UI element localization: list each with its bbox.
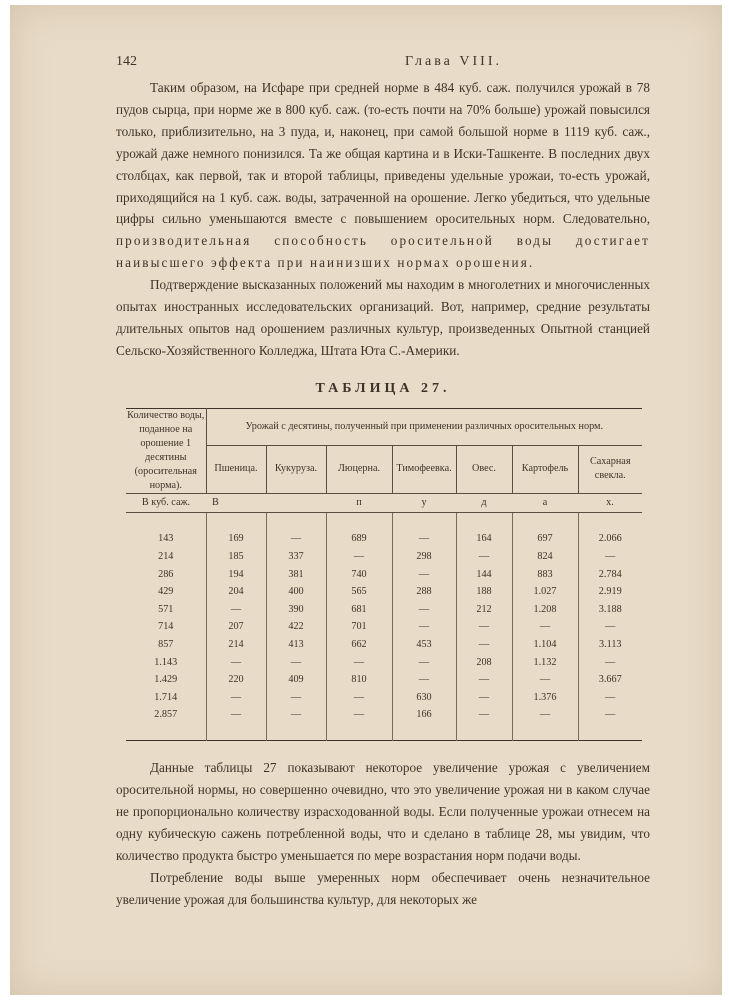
table-cell: 1.027 (512, 583, 578, 601)
table-cell: 298 (392, 548, 456, 566)
unit-letter: д (456, 493, 512, 512)
table-cell: 429 (158, 586, 174, 598)
table-cell: — (326, 654, 392, 672)
table-row (126, 636, 642, 654)
table-cell: 662 (326, 636, 392, 654)
table-cell: 286 (158, 568, 174, 580)
table-cell: 681 (326, 601, 392, 619)
table-cell: 1.132 (512, 654, 578, 672)
table-cell: — (456, 671, 512, 689)
table-cell: — (512, 619, 578, 637)
column-header: Тимофеевка. (392, 446, 456, 494)
table-cell: 194 (206, 566, 266, 584)
paragraph-3: Данные таблицы 27 показывают некоторое увеличение урожая с увеличением оросительной нормы, но совершенно очевидно, что это увеличение урожая ни в каком случае не пропорционально количеству израсходованной воды. Если полученные урожаи отнесем на одну кубическую сажень потребленной воды, что и сделано в таблице 28, мы увидим, что количество продукта быстро уменьшается по мере возрастания норм подачи воды. (116, 760, 650, 863)
table-cell: 3.667 (578, 671, 642, 689)
table-cell: — (456, 707, 512, 741)
table-cell: 413 (266, 636, 326, 654)
table-cell: — (392, 619, 456, 637)
table-cell: 1.143 (154, 656, 178, 668)
unit-letter: у (392, 493, 456, 512)
column-header: Сахарная свекла. (578, 446, 642, 494)
table-cell: 1.104 (512, 636, 578, 654)
table-row (126, 531, 642, 549)
column-header: Пшеница. (206, 446, 266, 494)
group-header: Урожай с десятины, полученный при применении различных оросительных норм. (206, 408, 642, 445)
table-row (126, 654, 642, 672)
table-cell: — (578, 548, 642, 566)
table-cell: 1.429 (154, 674, 178, 686)
table-cell: 164 (456, 531, 512, 549)
table-cell: 185 (206, 548, 266, 566)
table-cell: — (578, 689, 642, 707)
table-cell: 409 (266, 671, 326, 689)
page-content (116, 51, 650, 911)
table-cell: — (578, 654, 642, 672)
table-cell: — (326, 707, 392, 741)
table-cell: 144 (456, 566, 512, 584)
table-cell: — (266, 707, 326, 741)
table-cell: — (512, 707, 578, 741)
table-cell: 208 (456, 654, 512, 672)
table-cell: 3.188 (578, 601, 642, 619)
table-cell: — (266, 689, 326, 707)
table-cell: 2.784 (578, 566, 642, 584)
table-row (126, 671, 642, 689)
table-row (126, 707, 642, 741)
table-cell: — (392, 601, 456, 619)
table-cell: — (512, 671, 578, 689)
paragraph-2: Подтверждение высказанных положений мы находим в многолетних и многочисленных опытах иностранных исследовательских организаций. Вот, например, средние результаты длительных опытов над орошением различных культур, произведенных Опытной станцией Сельско-Хозяйственного Колледжа, Штата Юта С.-Америки. (116, 277, 650, 358)
table-cell: — (578, 707, 642, 741)
table-row (126, 689, 642, 707)
table-cell: 214 (158, 551, 174, 563)
table-cell: 2.857 (154, 709, 178, 721)
table-cell: — (392, 654, 456, 672)
table-row (126, 548, 642, 566)
table-cell: 204 (206, 583, 266, 601)
table-cell: 453 (392, 636, 456, 654)
data-table (126, 408, 642, 742)
table-cell: 1.714 (154, 691, 178, 703)
table-cell: 169 (206, 531, 266, 549)
table-cell: — (456, 548, 512, 566)
table-row (126, 619, 642, 637)
table-cell: — (326, 548, 392, 566)
table-cell: 2.066 (578, 531, 642, 549)
table-cell: 381 (266, 566, 326, 584)
first-column-header: Количество воды, поданное на орошение 1 десятины (оросительная норма). (126, 408, 206, 493)
table-cell: — (456, 619, 512, 637)
table-row (126, 601, 642, 619)
table-cell: 220 (206, 671, 266, 689)
table-cell: — (392, 566, 456, 584)
unit-letter: В (206, 493, 266, 512)
table-title: ТАБЛИЦА 27. (315, 380, 451, 396)
table-cell: — (392, 531, 456, 549)
table-cell: 390 (266, 601, 326, 619)
table-cell: 422 (266, 619, 326, 637)
table-cell: 143 (158, 533, 174, 545)
table-cell: 3.113 (578, 636, 642, 654)
table-cell: 400 (266, 583, 326, 601)
table-cell: 188 (456, 583, 512, 601)
running-header (116, 51, 650, 71)
table-cell: 701 (326, 619, 392, 637)
column-header: Овес. (456, 446, 512, 494)
table-cell: 214 (206, 636, 266, 654)
table-cell: — (456, 636, 512, 654)
table-cell: — (392, 671, 456, 689)
table-cell: 810 (326, 671, 392, 689)
table-cell: 337 (266, 548, 326, 566)
table-cell: — (206, 654, 266, 672)
table-cell: — (206, 689, 266, 707)
column-header: Кукуруза. (266, 446, 326, 494)
table-row (126, 566, 642, 584)
table-cell: — (206, 601, 266, 619)
book-page (10, 5, 722, 995)
emphasis-text: производительная способность оросительной воды достигает наивысшего эффекта при наинизших нормах орошения. (116, 233, 650, 271)
table-cell: 207 (206, 619, 266, 637)
table-cell: 883 (512, 566, 578, 584)
unit-letter: п (326, 493, 392, 512)
table-cell: 1.376 (512, 689, 578, 707)
table-cell: 689 (326, 531, 392, 549)
table-cell: 714 (158, 621, 174, 633)
table-cell: 288 (392, 583, 456, 601)
table-cell: 2.919 (578, 583, 642, 601)
page-number: 142 (116, 54, 137, 69)
unit-letter: а (512, 493, 578, 512)
table-cell: 630 (392, 689, 456, 707)
table-cell: — (206, 707, 266, 741)
column-header: Люцерна. (326, 446, 392, 494)
unit-row (126, 493, 642, 512)
table-cell: 571 (158, 603, 174, 615)
paragraph-4: Потребление воды выше умеренных норм обеспечивает очень незначительное увеличение урожая для большинства культур, для некоторых же (116, 869, 650, 907)
table-cell: 1.208 (512, 601, 578, 619)
unit-label: В куб. саж. (126, 493, 206, 512)
table-cell: 212 (456, 601, 512, 619)
table-cell: 857 (158, 639, 174, 651)
table-cell: — (456, 689, 512, 707)
table-row (126, 583, 642, 601)
table-cell: 740 (326, 566, 392, 584)
table-cell: 824 (512, 548, 578, 566)
paragraph-1 (116, 77, 650, 274)
table-cell: — (266, 531, 326, 549)
table-cell: — (326, 689, 392, 707)
paragraph-1-text: Таким образом, на Исфаре при средней норме в 484 куб. саж. получился урожай в 78 пудов сырца, при норме же в 800 куб. саж. (то-есть почти на 70% больше) урожай повысился только, приблизительно, на 3 пуда, и, наконец, при самой большой норме в 1119 куб. саж., урожай даже немного понизился. Та же общая картина и в Иски-Ташкенте. В последних двух столбцах, как первой, так и второй таблицы, приведены удельные урожаи, то-есть урожай, приходящийся на 1 куб. саж. воды, затраченной на орошение. Легко убедиться, что удельные цифры сильно уменьшаются вместе с повышением оросительных норм. Следовательно, (116, 80, 650, 227)
table-cell: — (266, 654, 326, 672)
table-cell: 697 (512, 531, 578, 549)
table-cell: 565 (326, 583, 392, 601)
chapter-title: Глава VIII. (405, 54, 502, 69)
column-header: Картофель (512, 446, 578, 494)
table-cell: 166 (392, 707, 456, 741)
unit-letter: х. (578, 493, 642, 512)
table-cell: — (578, 619, 642, 637)
